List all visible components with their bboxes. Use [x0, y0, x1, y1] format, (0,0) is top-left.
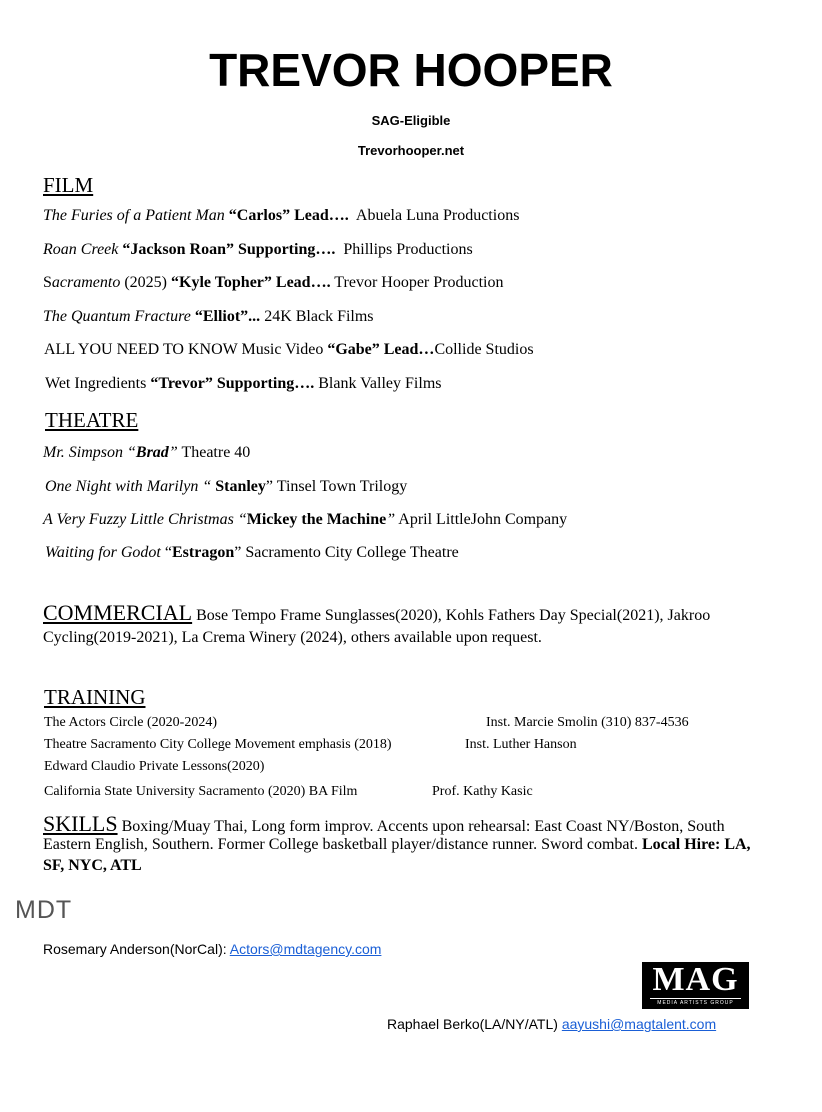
website: Trevorhooper.net: [357, 143, 465, 158]
film-credit: ALL YOU NEED TO KNOW Music Video “Gabe” Lead…Collide Studios: [44, 341, 534, 358]
film-credit: The Quantum Fracture “Elliot”... 24K Black Films: [43, 308, 374, 325]
theatre-credit: Mr. Simpson “Brad” Theatre 40: [43, 444, 251, 461]
mag-contact: Raphael Berko(LA/NY/ATL) aayushi@magtalent.com: [387, 1016, 717, 1032]
film-credit: The Furies of a Patient Man “Carlos” Lead…. Abuela Luna Productions: [43, 207, 520, 224]
actor-name: TREVOR HOOPER: [209, 44, 613, 96]
skills-line-3: SF, NYC, ATL: [43, 857, 142, 874]
training-instructor: Inst. Luther Hanson: [465, 737, 577, 752]
commercial-heading: COMMERCIAL: [43, 600, 193, 625]
commercial-line-1: COMMERCIAL Bose Tempo Frame Sunglasses(2020), Kohls Fathers Day Special(2021), Jakroo: [43, 600, 711, 625]
film-credit: Wet Ingredients “Trevor” Supporting…. Blank Valley Films: [45, 375, 442, 392]
skills-line-1: SKILLS Boxing/Muay Thai, Long form improv. Accents upon rehearsal: East Coast NY/Boston, South: [43, 811, 725, 836]
film-heading: FILM: [43, 173, 94, 197]
mdt-logo: MDT: [15, 896, 73, 924]
film-credit: Roan Creek “Jackson Roan” Supporting…. Phillips Productions: [43, 241, 473, 258]
theatre-credit: One Night with Marilyn “ Stanley” Tinsel Town Trilogy: [45, 478, 408, 495]
theatre-heading: THEATRE: [45, 408, 139, 432]
training-program: Theatre Sacramento City College Movement emphasis (2018): [44, 737, 392, 752]
training-heading: TRAINING: [44, 685, 146, 709]
mag-logo: MAG MEDIA ARTISTS GROUP: [642, 962, 749, 1009]
skills-heading: SKILLS: [43, 811, 118, 836]
training-program: The Actors Circle (2020-2024): [44, 715, 218, 730]
union-status: SAG-Eligible: [371, 113, 451, 128]
skills-line-2: Eastern English, Southern. Former College basketball player/distance runner. Sword combat. Local Hire: LA,: [43, 836, 751, 853]
mdt-email-link[interactable]: Actors@mdtagency.com: [229, 941, 382, 957]
training-instructor: Inst. Marcie Smolin (310) 837-4536: [486, 715, 689, 730]
training-program: Edward Claudio Private Lessons(2020): [44, 759, 265, 774]
theatre-credit: A Very Fuzzy Little Christmas “Mickey the Machine” April LittleJohn Company: [43, 511, 568, 528]
commercial-line-2: Cycling(2019-2021), La Crema Winery (2024), others available upon request.: [43, 629, 542, 646]
theatre-credit: Waiting for Godot “Estragon” Sacramento City College Theatre: [45, 544, 459, 561]
film-credit: Sacramento (2025) “Kyle Topher” Lead…. Trevor Hooper Production: [43, 274, 504, 291]
training-instructor: Prof. Kathy Kasic: [432, 784, 533, 799]
training-program: California State University Sacramento (2020) BA Film: [44, 784, 358, 799]
mdt-contact: Rosemary Anderson(NorCal): Actors@mdtagency.com: [43, 941, 382, 957]
mag-email-link[interactable]: aayushi@magtalent.com: [561, 1016, 717, 1032]
